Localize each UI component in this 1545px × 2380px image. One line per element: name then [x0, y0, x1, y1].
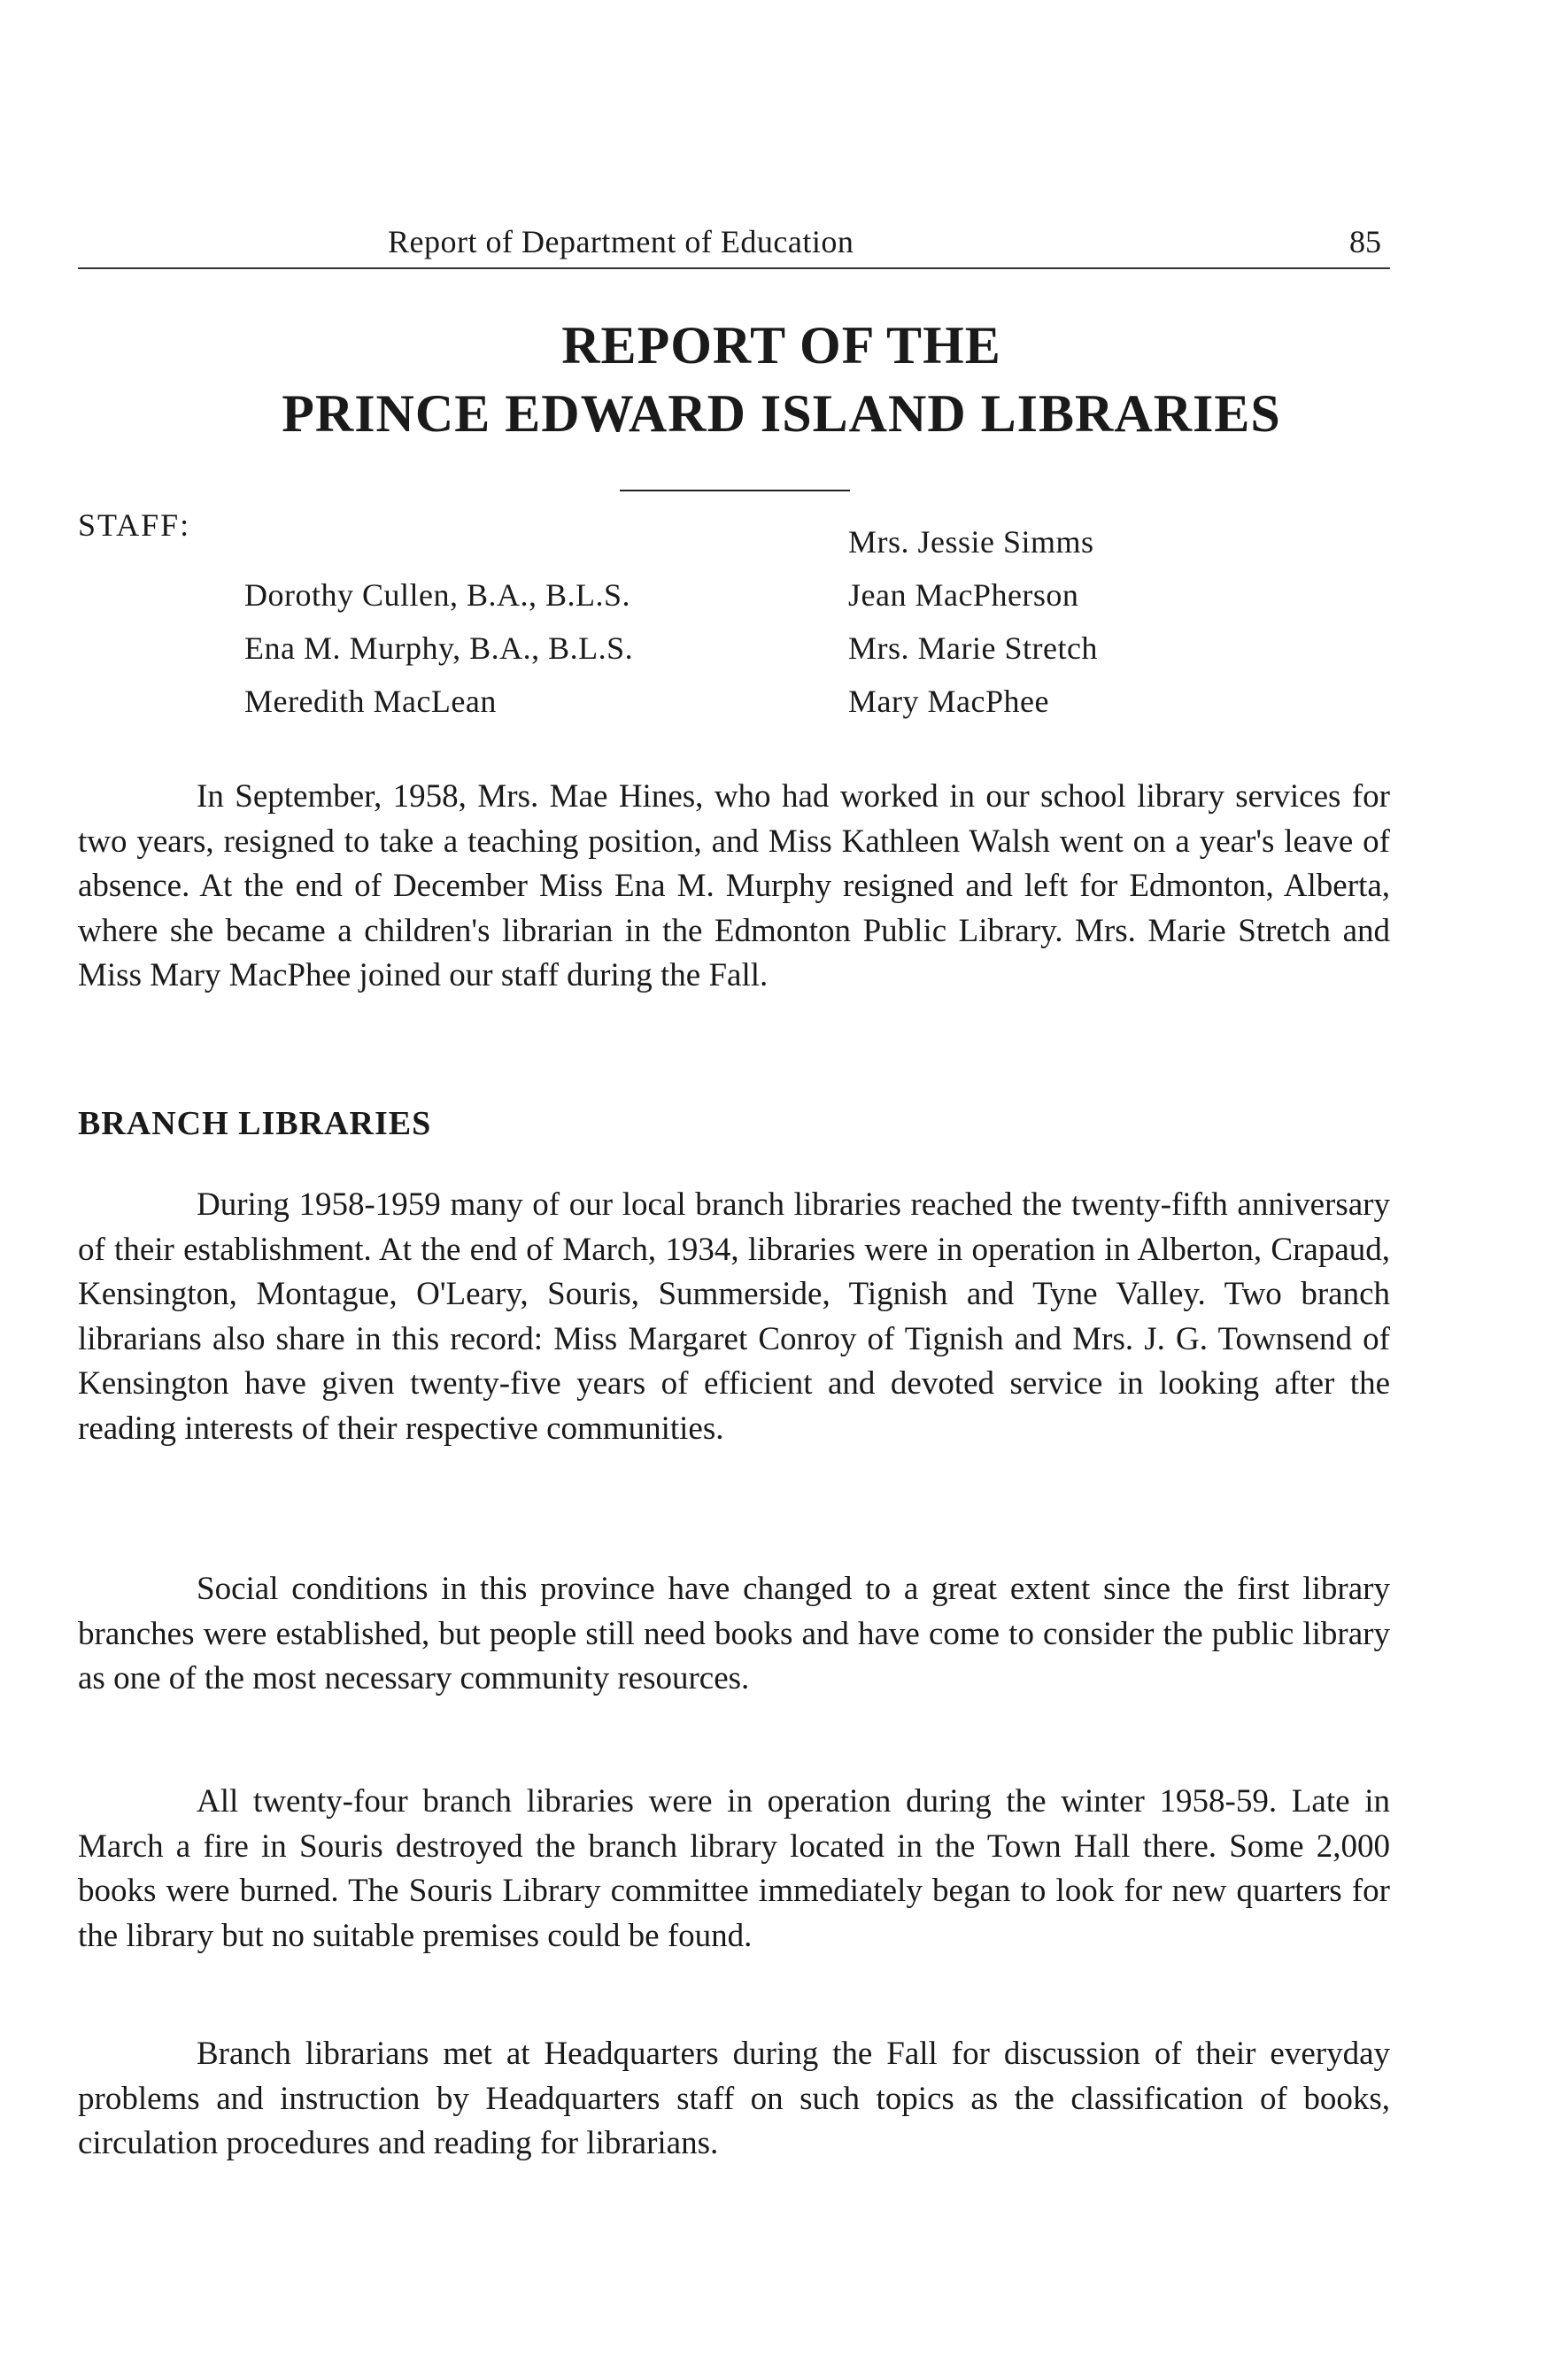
body-paragraph: During 1958-1959 many of our local branch libraries reached the twenty-fifth anniversary of their establishment. At the end of March, 1934, libraries were in operation in Alberton, Crapaud, Kensington, Montague, O'Leary, Souris, Summerside, Tignish and Tyne Valley. Two branch librarians also share in this record: Miss Margaret Conroy of Tignish and Mrs. J. G. Townsend of Kensington have given twenty-five years of efficient and devoted service in looking after the reading interests of their respective communities.: [78, 1186, 1390, 1447]
page-number: 85: [1349, 224, 1381, 259]
title-divider: [620, 490, 850, 491]
running-head: [78, 223, 1390, 269]
staff-member: Mrs. Marie Stretch: [848, 630, 1098, 666]
staff-list-right: [848, 515, 1098, 728]
intro-section: [78, 775, 1390, 999]
staff-label: STAFF:: [78, 507, 191, 543]
branch-paragraph-1-block: [78, 1183, 1390, 1451]
staff-member: Mrs. Jessie Simms: [848, 524, 1094, 560]
body-paragraph: Branch librarians met at Headquarters during the Fall for discussion of their everyday problems and instruction by Headquarters staff on such topics as the classification of books, circulation procedures and reading for librarians.: [78, 2036, 1390, 2161]
staff-member: Ena M. Murphy, B.A., B.L.S.: [244, 630, 634, 666]
branch-paragraph-2-block: [78, 1567, 1390, 1702]
body-paragraph: All twenty-four branch libraries were in operation during the winter 1958-59. Late in March a fire in Souris destroyed the branch library located in the Town Hall there. Some 2,000 books were burned. The Souris Library committee immediately began to look for new quarters for the library but no suitable premises could be found.: [78, 1783, 1390, 1954]
staff-list-left: [244, 568, 633, 728]
section-heading-branch-libraries: BRANCH LIBRARIES: [78, 1105, 432, 1142]
staff-member: Dorothy Cullen, B.A., B.L.S.: [244, 577, 631, 613]
intro-paragraph: In September, 1958, Mrs. Mae Hines, who had worked in our school library services for two years, resigned to take a teaching position, and Miss Kathleen Walsh went on a year's leave of absence. At the end of December Miss Ena M. Murphy resigned and left for Edmonton, Alberta, where she became a children's librarian in the Edmonton Public Library. Mrs. Marie Stretch and Miss Mary MacPhee joined our staff during the Fall.: [78, 778, 1390, 993]
running-head-title: Report of Department of Education: [388, 224, 854, 259]
body-paragraph: Social conditions in this province have changed to a great extent since the first library branches were established, but people still need books and have come to consider the public library as one of the most necessary community resources.: [78, 1571, 1390, 1696]
branch-paragraph-3-block: [78, 1780, 1390, 1959]
report-title-line-1: REPORT OF THE: [561, 316, 1001, 375]
staff-member: Jean MacPherson: [848, 577, 1079, 613]
branch-paragraph-4-block: [78, 2032, 1390, 2167]
staff-member: Meredith MacLean: [244, 684, 497, 719]
report-title-line-2: PRINCE EDWARD ISLAND LIBRARIES: [282, 384, 1281, 443]
staff-member: Mary MacPhee: [848, 684, 1049, 719]
